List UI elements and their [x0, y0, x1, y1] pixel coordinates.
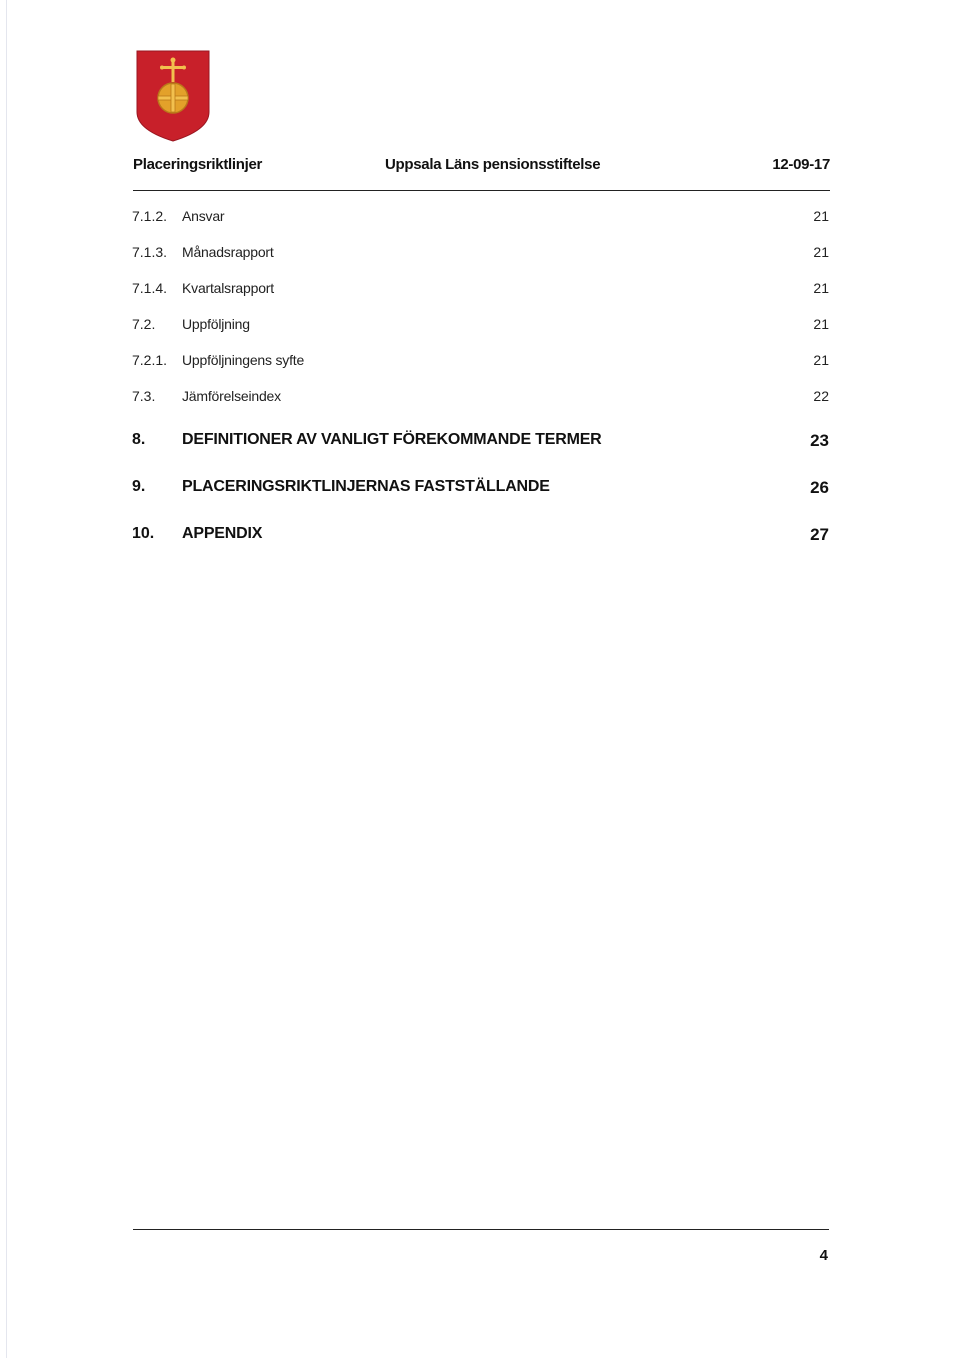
toc-chapter-title: PLACERINGSRIKTLINJERNAS FASTSTÄLLANDE	[182, 478, 550, 495]
toc-chapter-page: 27	[810, 525, 829, 544]
header-organization: Uppsala Läns pensionsstiftelse	[385, 156, 601, 173]
toc-chapter-page: 23	[810, 431, 829, 450]
toc-chapter-number: 8.	[132, 431, 146, 448]
page-number: 4	[819, 1247, 828, 1264]
toc-chapter-number: 10.	[132, 525, 155, 542]
toc-entry[interactable]	[132, 352, 829, 388]
header-document-title: Placeringsriktlinjer	[133, 156, 263, 173]
toc-entry-title: Uppföljning	[182, 316, 250, 332]
toc-entry[interactable]	[132, 316, 829, 352]
toc-chapter-number: 9.	[132, 478, 146, 495]
toc-entry-page: 21	[813, 208, 829, 224]
toc-entry-title: Ansvar	[182, 208, 225, 224]
scan-edge-line	[6, 0, 7, 1358]
toc-entry-number: 7.1.3.	[132, 244, 168, 260]
toc-entry-number: 7.1.2.	[132, 208, 168, 224]
header-divider	[133, 190, 830, 191]
toc-entry-page: 22	[813, 388, 829, 404]
footer-divider	[133, 1229, 829, 1230]
toc-chapter-entry[interactable]	[132, 431, 829, 478]
toc-entry-page: 21	[813, 280, 829, 296]
toc-entry[interactable]	[132, 388, 829, 424]
toc-entry-title: Jämförelseindex	[182, 388, 281, 404]
toc-entry-title: Kvartalsrapport	[182, 280, 274, 296]
toc-entry-number: 7.2.	[132, 316, 156, 332]
toc-chapter-entry[interactable]	[132, 525, 829, 572]
toc-entry-page: 21	[813, 352, 829, 368]
toc-entry[interactable]	[132, 208, 829, 244]
table-of-contents	[132, 208, 829, 572]
toc-entry-number: 7.2.1.	[132, 352, 168, 368]
toc-entry[interactable]	[132, 280, 829, 316]
toc-entry-number: 7.1.4.	[132, 280, 168, 296]
toc-entry-title: Månadsrapport	[182, 244, 274, 260]
toc-entry-title: Uppföljningens syfte	[182, 352, 305, 368]
toc-entry-number: 7.3.	[132, 388, 156, 404]
uppsala-county-crest-icon	[136, 50, 210, 142]
page-header	[133, 156, 830, 176]
header-date: 12-09-17	[772, 156, 830, 173]
toc-chapter-page: 26	[810, 478, 829, 497]
toc-entry[interactable]	[132, 244, 829, 280]
toc-chapter-entry[interactable]	[132, 478, 829, 525]
toc-entry-page: 21	[813, 244, 829, 260]
toc-chapter-title: APPENDIX	[182, 525, 263, 542]
toc-chapter-title: DEFINITIONER AV VANLIGT FÖREKOMMANDE TERMER	[182, 431, 602, 448]
toc-entry-page: 21	[813, 316, 829, 332]
